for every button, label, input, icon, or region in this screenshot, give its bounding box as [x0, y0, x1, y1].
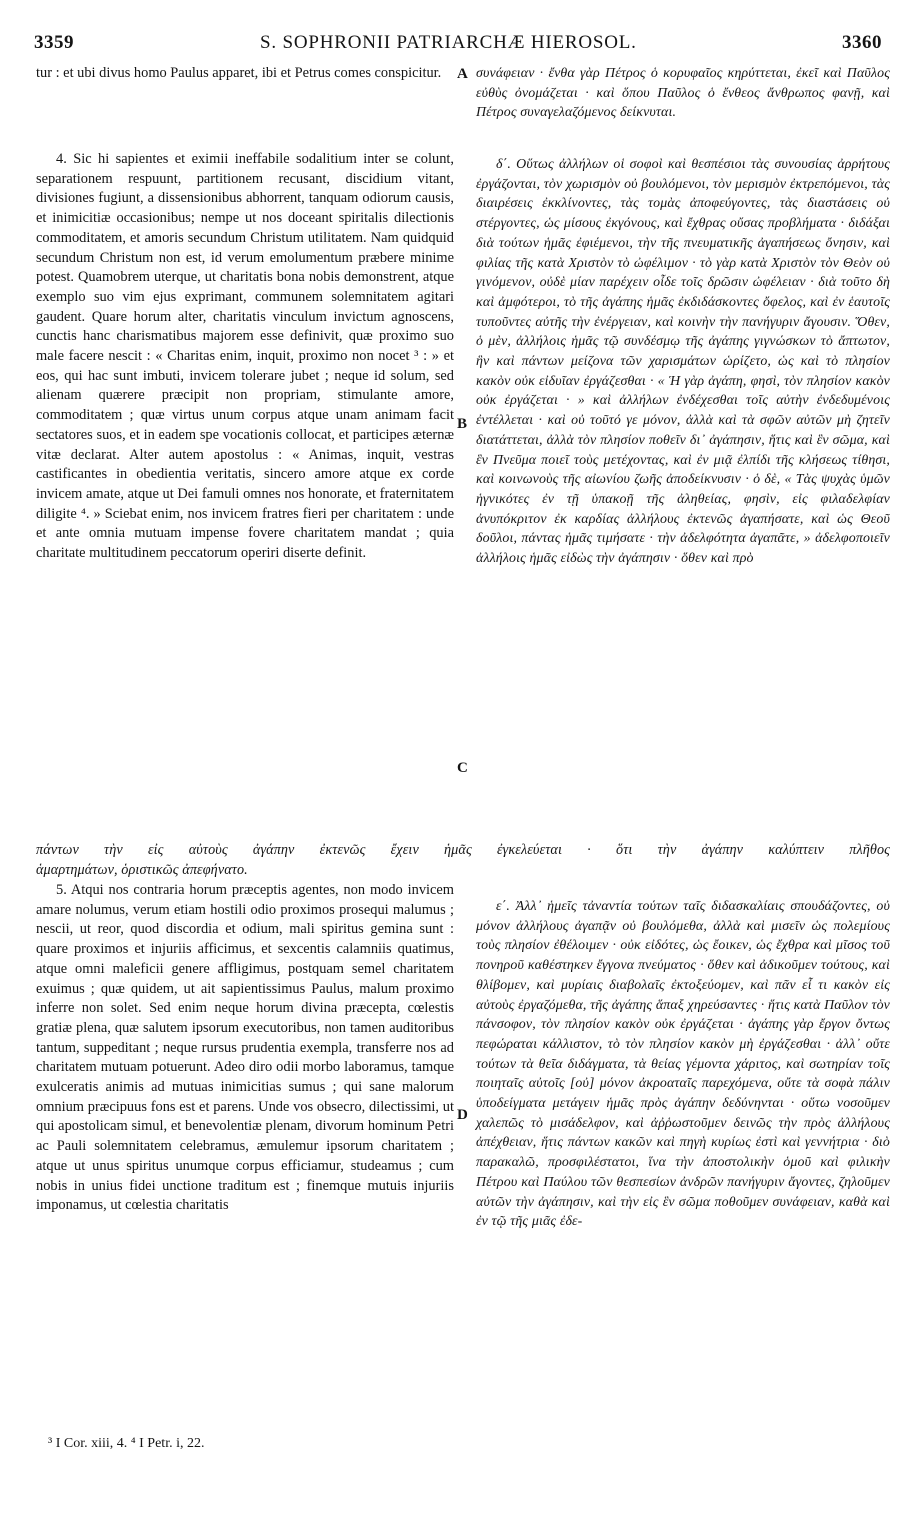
margin-marker-c: C	[457, 760, 468, 776]
latin-paragraph-2	[36, 150, 454, 564]
running-title: S. SOPHRONII PATRIARCHÆ HIEROSOL.	[260, 32, 637, 53]
latin-paragraph-3	[36, 881, 454, 1216]
latin-paragraph-1	[36, 64, 454, 84]
margin-marker-a: A	[457, 66, 468, 82]
latin-text: 4. Sic hi sapientes et eximii ineffabile sodalitium inter se colunt, separationem respuunt, partitionem recusant, discidium vitant, divisiones fugiunt, a dissensionibus abhorrent, tanquam odiorum causis, et inimicitiæ occasionibus; nempe ut nos doceant spiritalis dilectionis commoditatem, et amoris secundum Christum utilitatem. Nam quidquid secundum Christum non est, id verum emolumentum præbere minime potest. Quamobrem uterque, ut charitatis bona nobis demonstrent, atque exemplo suo vim ejus exprimant, communem solemnitatem agitari gaudent. Quare horum alter, charitatis vinculum invictum agnoscens, cunctis hanc charismatibus majorem esse definivit, quæ proximo suo male facere nescit : « Charitas enim, inquit, proximo non nocet ³ : » et eos, qui hac sunt imbuti, invicem tolerare jubet ; neque id solum, sed alienam quærere præcipit non propriam, stimulante amore, commoditatem ; quæ virtus unum corpus atque unam animam facit sectatores suos, et in eadem spe vocationis collocat, et participes æternæ vitæ declarat. Alter autem apostolus : « Animas, inquit, vestras castificantes in obedientia veritatis, sincero amore atque ex corde invicem amate, atque ut Dei famuli omnes nos honorate, et fraternitatem diligite ⁴. » Sciebat enim, nos invicem fratres fieri per charitatem : unde et ante omnia mutuam impense fovere charitatem mandat ; quia charitate multitudinem peccatorum operiri diserte definit.	[36, 151, 454, 562]
greek-text: συνάφειαν · ἔνθα γὰρ Πέτρος ὁ κορυφαῖος κηρύττεται, ἐκεῖ καὶ Παῦλος εὐθὺς ὀνομάζεται · καὶ ὅπου Παῦλος ὁ ἔνθεος ἄνθρωπος φανῇ, καὶ Πέτρος συναγελαζόμενος δείκνυται.	[476, 66, 890, 121]
latin-text: tur : et ubi divus homo Paulus apparet, ibi et Petrus comes conspicitur.	[36, 65, 442, 81]
page-number-left: 3359	[34, 32, 74, 53]
page-header	[0, 0, 922, 60]
greek-paragraph-1	[476, 64, 890, 123]
margin-marker-d: D	[457, 1107, 468, 1123]
margin-marker-b: B	[457, 416, 468, 432]
latin-text: 5. Atqui nos contraria horum præceptis agentes, non modo invicem amare nolumus, verum etiam hostili odio proximos prosequi malumus ; nescii, ut reor, quod discordia et odium, mali spiritus gemina sunt : quare proximos et injuriis afficimus, et sexcentis calamniis quatimus, atque omni maleficii genere affligimus, postquam semel charitatem exuimus ; quæ quidem, ut ait sapientissimus Paulus, malum proximo inferre non solet. Sed enim neque horum divina præcepta, cœlestis gratiæ plena, quæ salutem ipsorum executoribus, non tamen auditoribus tantum, suppeditant ; neque rursus prudentia exempla, transferre nos ad charitatem mutuam potuerunt. Adeo diro odii morbo laboramus, tamque exulceratis animis ad mutuas inimicitias sumus ; qui sane malorum omnium præcipuus fons est et parens. Unde vos obsecro, dilectissimi, ut qui apostolicam simul, et benevolentiæ plenam, divorum hominum Petri ac Pauli solemnitatem celebramus, æmulemur ipsorum charitatem ; atque ut unus spiritus unumque corpus efficiamur, studeamus ; cum nobis in unius fidei unctione traditum est ; finemque mutuis injuriis imponamus, ut cœlestia charitatis	[36, 882, 454, 1214]
greek-paragraph-3	[476, 897, 890, 1232]
greek-spanning-line-2: ἁμαρτημάτων, ὁριστικῶς ἀπεφήνατο.	[36, 861, 248, 878]
page-number-right: 3360	[842, 32, 882, 53]
footnotes: ³ I Cor. xiii, 4. ⁴ I Petr. i, 22.	[48, 1436, 205, 1451]
greek-paragraph-2	[476, 155, 890, 569]
greek-text: ε΄. Ἀλλ᾽ ἡμεῖς τἀναντία τούτων ταῖς διδασκαλίαις σπουδάζοντες, οὐ μόνον ἀλλήλους ἀγαπᾷν οὐ βουλόμεθα, ἀλλὰ καὶ μισεῖν ὡς πολεμίους τοὺς πλησίον ἐθέλοιμεν · οὐκ εἰδότες, ὡς ἔοικεν, ὡς ἔχθρα καὶ μῖσος τοῦ πονηροῦ καθέστηκεν ἔγγονα πνεύματος · ὅθεν καὶ ἀδικοῦμεν τούτους, καὶ θλίβομεν, καὶ μυρίαις διαβολαῖς ἐκτοξεύομεν, καὶ πᾶν εἶ τι κακὸν εἰς αὐτοὺς ἐργαζόμεθα, τῆς ἀγάπης ἅπαξ χηρεύσαντες · ἥτις κατὰ Παῦλον τὸν πάνσοφον, τὸν πλησίον κακὸν οὐκ ἐργάζεται · ἀγάπης γὰρ ἔργον ὄντως πεφώραται κάλλιστον, τὸ τὸν πλησίον κακὸν μὴ ἐργάζεσθαι · ἀλλ᾽ οὔτε τούτων τὰ θεῖα διδάγματα, τὰ θείας γέμοντα χάριτος, καὶ σωτηρίαν τοῖς ποιηταῖς αὐτοῖς [οὐ] μόνον ἀκροαταῖς παρεχόμενα, οὔτε τὰ σοφὰ πάλιν ὑποδείγματα μετάγειν ἡμᾶς πρὸς ἀγάπην δεδύνηνται · οὕτω νοσοῦμεν χαλεπῶς τὸ μισάδελφον, καὶ ἀῤῥωστοῦμεν δεινῶς τὴν πρὸς ἀλλήλους ἀπέχθειαν, ἥτις πάντων κακῶν καὶ πηγὴ κυρίως ἐστὶ καὶ γεννήτρια · διὸ παρακαλῶ, προσφιλέστατοι, ἵνα τὴν ἀποστολικὴν ὁμοῦ καὶ φιλικὴν Πέτρου καὶ Παύλου τῶν θεσπεσίων ἀνδρῶν πανήγυριν ἄγοντες, ζηλοῦμεν αὐτῶν τὴν ἀγάπησιν, καὶ τὴν εἰς ἓν σῶμα ποθοῦμεν συνάφειαν, καθὰ καὶ ἐν τῷ τῆς μιᾶς ἐδε-	[476, 899, 890, 1230]
greek-text: δ΄. Οὕτως ἀλλήλων οἱ σοφοὶ καὶ θεσπέσιοι τὰς συνουσίας ἀρρήτους ἐργάζονται, τὸν χωρισμὸν οὐ βουλόμενοι, τὸν μερισμὸν ἐκτρεπόμενοι, τὰς διαιρέσεις ἐκκλίνοντες, τὰς τομὰς ἀποφεύγοντες, τὰς διαστάσεις οὐ στέργοντες, ὡς μίσους ἐκγόνους, καὶ ἔχθρας οὔσας προβλήματα · διδάξαι διὰ τούτων ἡμᾶς ἐφιέμενοι, τὴν τῆς πνευματικῆς ἀγαπήσεως ὄνησιν, καὶ φιλίας τῆς κατὰ Χριστὸν τὸ ὠφέλιμον · τὸ γὰρ κατὰ Χριστὸν τὸν Θεὸν οὐ γινόμενον, οὐδὲ μίαν παρέχειν οἶδε τοῖς δρῶσιν ὠφέλειαν · διὰ τοῦτο δὴ καὶ ἀμφότεροι, τὸ τῆς ἀγάπης ἡμᾶς ἐκδιδάσκοντες ὄφελος, καὶ ἐν ἑαυτοῖς τυποῦντες αὐτῆς τὴν ἐνέργειαν, καὶ κοινὴν τὴν πανήγυριν ἄγουσιν. Ὅθεν, ὁ μὲν, ἀλλήλοις ἡμᾶς τῷ συνδέσμῳ τῆς ἀγάπης γιγνώσκων τὸ ἄπτωτον, ἣν καὶ πάντων μείζονα τῶν χαρισμάτων ὡρίζετο, ὡς καὶ τὸ πλησίον κακὸν οὐκ εἰδυῖαν ἐργάζεσθαι · « Ἡ γὰρ ἀγάπη, φησὶ, τὸν πλησίον κακὸν οὐκ ἐργάζεται · » καὶ ἀλλήλων ἐνδέχεσθαι τοῖς αὐτὴν ἐνδεδυμένοις ἐντέλλεται · καὶ οὐ τοῦτό γε μόνον, ἀλλὰ καὶ τὰ σφῶν αὐτῶν μὴ ζητεῖν διατάττεται, ἀλλὰ τὸν πλησίον ποθεῖν δι᾽ ἀγάπησιν, ἥτις καὶ ἓν σῶμα, καὶ ἓν Πνεῦμα ποιεῖ τοὺς μετέχοντας, καὶ ἐν μιᾷ ἐλπίδι τῆς κλήσεως τίθησι, καὶ κοινωνοὺς τῆς αἰωνίου ζωῆς ἀποδείκνυσιν · ὁ δὲ, « Τὰς ψυχὰς ὑμῶν ἡγνικότες ἐν τῇ ὑπακοῇ τῆς ἀληθείας, φησὶν, εἰς φιλαδελφίαν ἀνυπόκριτον ἐκ καρδίας ἀλλήλους ἐκτενῶς ἀγαπήσατε, καὶ ὡς Θεοῦ δοῦλοι, πάντας ἡμᾶς τιμήσατε · τὴν ἀδελφότητα ἀγαπᾶτε, » ἀδελφοποιεῖν ἀλλήλοις ἡμᾶς εἰδὼς τὴν ἀγάπησιν · ὅθεν καὶ πρὸ	[476, 157, 890, 567]
greek-spanning-line-1: πάντων τὴν εἰς αὐτοὺς ἀγάπην ἐκτενῶς ἔχειν ἡμᾶς ἐγκελεύεται · ὅτι τὴν ἀγάπην καλύπτειν πλῆθος	[36, 842, 890, 858]
greek-spanning-lines	[36, 841, 890, 880]
